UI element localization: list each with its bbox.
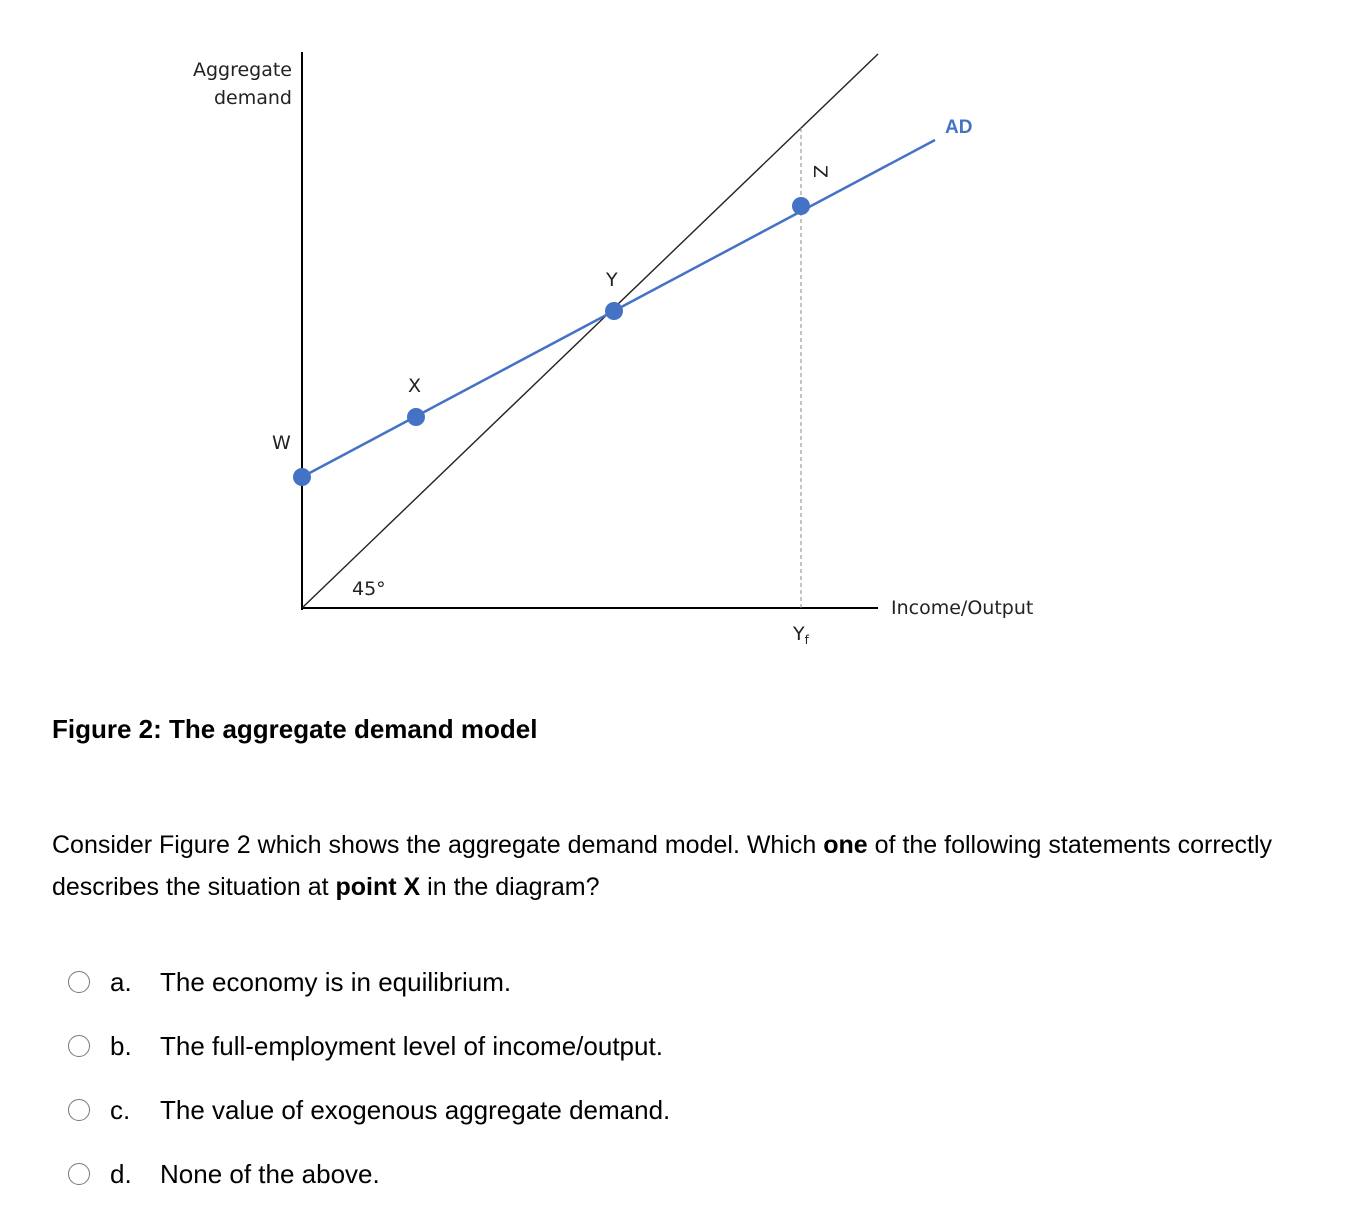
option-letter: c. xyxy=(110,1094,131,1125)
point-z-label: Z xyxy=(809,165,831,179)
option-text: The value of exogenous aggregate demand. xyxy=(160,1094,671,1125)
option-b[interactable] xyxy=(68,1014,670,1078)
figure-caption: Figure 2: The aggregate demand model xyxy=(52,714,538,744)
option-c[interactable] xyxy=(68,1078,670,1142)
yf-label xyxy=(792,623,810,647)
angle-label: 45° xyxy=(352,578,386,600)
question-bold-one: one xyxy=(823,831,868,859)
yf-label-main: Y xyxy=(793,623,805,645)
question-bold-point-x: point X xyxy=(335,873,421,901)
option-letter: a. xyxy=(110,966,132,997)
question-part2: of the following statements correctly describes the situation at xyxy=(52,831,1273,901)
question-text xyxy=(52,824,1342,908)
option-text: None of the above. xyxy=(160,1158,380,1189)
option-a[interactable] xyxy=(68,950,670,1014)
option-d[interactable] xyxy=(68,1142,670,1206)
point-x-marker xyxy=(407,408,425,426)
option-text: The economy is in equilibrium. xyxy=(160,966,512,997)
point-w-label: W xyxy=(272,432,291,454)
y-axis-label-line2: demand xyxy=(213,87,292,109)
radio-button-a[interactable] xyxy=(68,971,90,993)
question-part3: in the diagram? xyxy=(420,873,600,901)
yf-label-sub: f xyxy=(804,633,809,647)
option-letter: b. xyxy=(110,1030,132,1061)
radio-button-c[interactable] xyxy=(68,1099,90,1121)
point-y-label: Y xyxy=(606,269,618,291)
option-text: The full-employment level of income/output. xyxy=(160,1030,663,1061)
y-axis-label-line1: Aggregate xyxy=(192,59,292,81)
radio-button-b[interactable] xyxy=(68,1035,90,1057)
x-axis-label: Income/Output xyxy=(891,597,1034,619)
radio-button-d[interactable] xyxy=(68,1163,90,1185)
point-w-marker xyxy=(293,468,311,486)
option-letter: d. xyxy=(110,1158,132,1189)
45-degree-line xyxy=(302,54,878,608)
point-x-label: X xyxy=(408,375,422,397)
question-part1: Consider Figure 2 which shows the aggregate demand model. Which xyxy=(52,831,824,859)
ad-curve-label: AD xyxy=(945,117,973,138)
point-z-marker xyxy=(792,197,810,215)
answer-options xyxy=(68,950,670,1206)
point-y-marker xyxy=(605,302,623,320)
